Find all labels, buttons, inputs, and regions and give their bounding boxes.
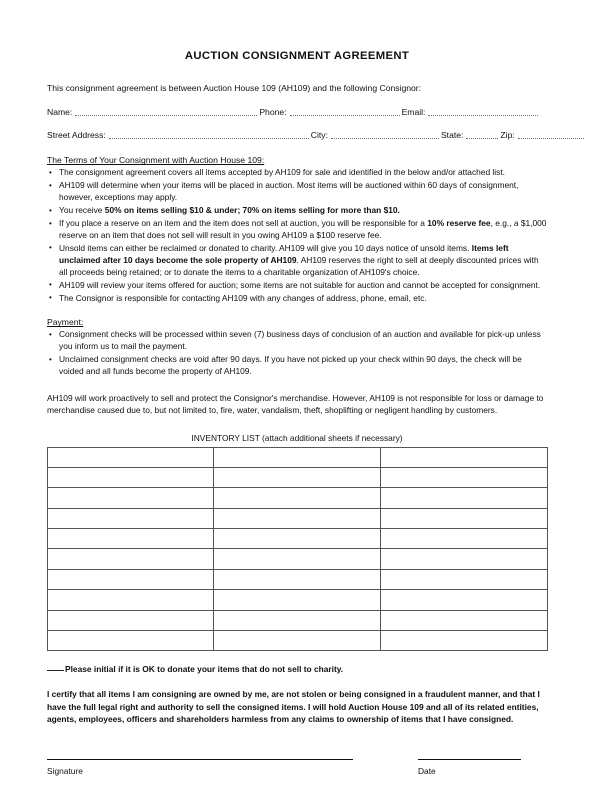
inventory-cell[interactable] — [214, 569, 381, 589]
list-item — [47, 329, 547, 353]
inventory-cell[interactable] — [214, 549, 381, 569]
inventory-cell[interactable] — [381, 508, 548, 528]
table-row — [48, 447, 548, 467]
inventory-cell[interactable] — [381, 447, 548, 467]
inventory-cell[interactable] — [48, 610, 214, 630]
email-input[interactable] — [428, 106, 538, 116]
liability-paragraph: AH109 will work proactively to sell and protect the Consignor's merchandise. However, AH109 is not responsible for loss or damage to merchandise caused due to, but not limited to, fire, water, vandalism, theft, shoplifting or negligent handling by customers. — [47, 393, 544, 416]
list-item — [47, 167, 547, 179]
city-label: City: — [310, 130, 328, 141]
emphasis-text: 10% reserve fee — [427, 218, 491, 228]
page-title: AUCTION CONSIGNMENT AGREEMENT — [184, 50, 410, 62]
email-label: Email: — [401, 107, 426, 118]
inventory-cell[interactable] — [48, 631, 214, 651]
inventory-cell[interactable] — [48, 488, 214, 508]
zip-label: Zip: — [500, 130, 515, 141]
inventory-table-body — [48, 447, 548, 651]
signature-block — [47, 759, 547, 793]
inventory-cell[interactable] — [214, 590, 381, 610]
list-item — [47, 180, 547, 204]
state-label: State: — [440, 130, 464, 141]
contact-row-address — [47, 129, 547, 140]
inventory-cell[interactable] — [214, 508, 381, 528]
payment-list — [47, 329, 547, 378]
date-input[interactable] — [418, 759, 521, 760]
zip-input[interactable] — [518, 129, 584, 139]
table-row — [48, 549, 548, 569]
body-text: Unsold items can either be reclaimed or donated to charity. AH109 will give you 10 days notice of unsold items. — [59, 242, 472, 253]
payment-heading: Payment: — [47, 317, 84, 328]
inventory-cell[interactable] — [381, 467, 548, 487]
name-input[interactable] — [75, 106, 257, 116]
inventory-cell[interactable] — [48, 467, 214, 487]
initial-input[interactable] — [47, 670, 64, 671]
emphasis-text: Items left unclaimed after 10 days become the sole property of AH109 — [59, 242, 509, 265]
phone-label: Phone: — [259, 107, 287, 118]
list-item — [47, 354, 547, 378]
inventory-cell[interactable] — [381, 488, 548, 508]
intro-paragraph: This consignment agreement is between Auction House 109 (AH109) and the following Consignor: — [47, 83, 422, 93]
street-address-label: Street Address: — [47, 130, 106, 141]
body-text: The consignment agreement covers all items accepted by AH109 for sale and identified in the below and/or attached list. — [59, 167, 505, 178]
donate-initial-line — [47, 664, 547, 674]
contact-row-primary — [47, 106, 547, 117]
table-row — [48, 529, 548, 549]
inventory-cell[interactable] — [48, 447, 214, 467]
body-text: , e.g., a $1,000 reserve on an item that does not sell will result in you owing AH109 a $100 reserve fee. — [59, 218, 547, 240]
phone-input[interactable] — [290, 106, 400, 116]
body-text: AH109 will review your items offered for auction; some items are not suitable for auction and cannot be accepted for consignment. — [59, 279, 541, 290]
inventory-cell[interactable] — [381, 590, 548, 610]
document-content — [47, 0, 547, 793]
table-row — [48, 508, 548, 528]
inventory-cell[interactable] — [381, 569, 548, 589]
terms-heading: The Terms of Your Consignment with Auction House 109: — [47, 155, 265, 166]
inventory-cell[interactable] — [381, 529, 548, 549]
list-item — [47, 243, 547, 279]
state-input[interactable] — [466, 129, 498, 139]
terms-list — [47, 167, 547, 304]
inventory-cell[interactable] — [381, 631, 548, 651]
inventory-cell[interactable] — [381, 549, 548, 569]
certification-paragraph: I certify that all items I am consigning are owned by me, are not stolen or being consigned in a fraudulent manner, and that I have the full legal right and authority to sell the consigned items. I will hold Auction House 109 and all of its related entities, agents, employees, officers and shareholders harmless from any claims to ownership of items that I have consigned. — [47, 689, 540, 724]
inventory-cell[interactable] — [48, 529, 214, 549]
table-row — [48, 590, 548, 610]
inventory-cell[interactable] — [48, 549, 214, 569]
signature-label: Signature — [47, 765, 83, 776]
table-row — [48, 569, 548, 589]
emphasis-text: 50% on items selling $10 & under; 70% on items selling for more than $10. — [104, 205, 400, 216]
name-label: Name: — [47, 107, 73, 118]
inventory-cell[interactable] — [214, 447, 381, 467]
signature-input[interactable] — [47, 759, 353, 760]
inventory-cell[interactable] — [214, 529, 381, 549]
body-text: You receive — [59, 205, 105, 216]
body-text: . AH109 reserves the right to sell at deeply discounted prices with all proceeds being retained; or to donate the items to a charitable organization of AH109's choice. — [59, 254, 539, 277]
list-item — [47, 293, 547, 305]
table-row — [48, 631, 548, 651]
donate-initial-label: Please initial if it is OK to donate your items that do not sell to charity. — [65, 664, 344, 675]
list-item — [47, 280, 547, 292]
body-text: AH109 will determine when your items will be placed in auction. Most items will be auctioned within 60 days of consignment, however, exceptions may apply. — [59, 180, 519, 203]
list-item — [47, 218, 547, 242]
body-text: Consignment checks will be processed within seven (7) business days of conclusion of an auction and available for pick-up unless you inform us to mail the payment. — [59, 329, 541, 352]
list-item — [47, 205, 547, 217]
inventory-cell[interactable] — [48, 569, 214, 589]
table-row — [48, 610, 548, 630]
inventory-cell[interactable] — [214, 467, 381, 487]
inventory-cell[interactable] — [48, 590, 214, 610]
inventory-cell[interactable] — [48, 508, 214, 528]
inventory-cell[interactable] — [381, 610, 548, 630]
table-row — [48, 488, 548, 508]
inventory-cell[interactable] — [214, 488, 381, 508]
body-text: If you place a reserve on an item and the item does not sell at auction, you will be responsible for a — [59, 218, 428, 228]
inventory-table — [47, 447, 548, 652]
body-text: The Consignor is responsible for contacting AH109 with any changes of address, phone, email, etc. — [59, 292, 427, 303]
body-text: Unclaimed consignment checks are void after 90 days. If you have not picked up your check within 90 days, the check will be voided and all funds become the property of AH109. — [59, 354, 522, 377]
inventory-caption: INVENTORY LIST (attach additional sheets if necessary) — [191, 432, 403, 443]
inventory-cell[interactable] — [214, 610, 381, 630]
inventory-cell[interactable] — [214, 631, 381, 651]
table-row — [48, 467, 548, 487]
city-input[interactable] — [331, 129, 439, 139]
street-address-input[interactable] — [109, 129, 309, 139]
date-label: Date — [418, 765, 436, 776]
